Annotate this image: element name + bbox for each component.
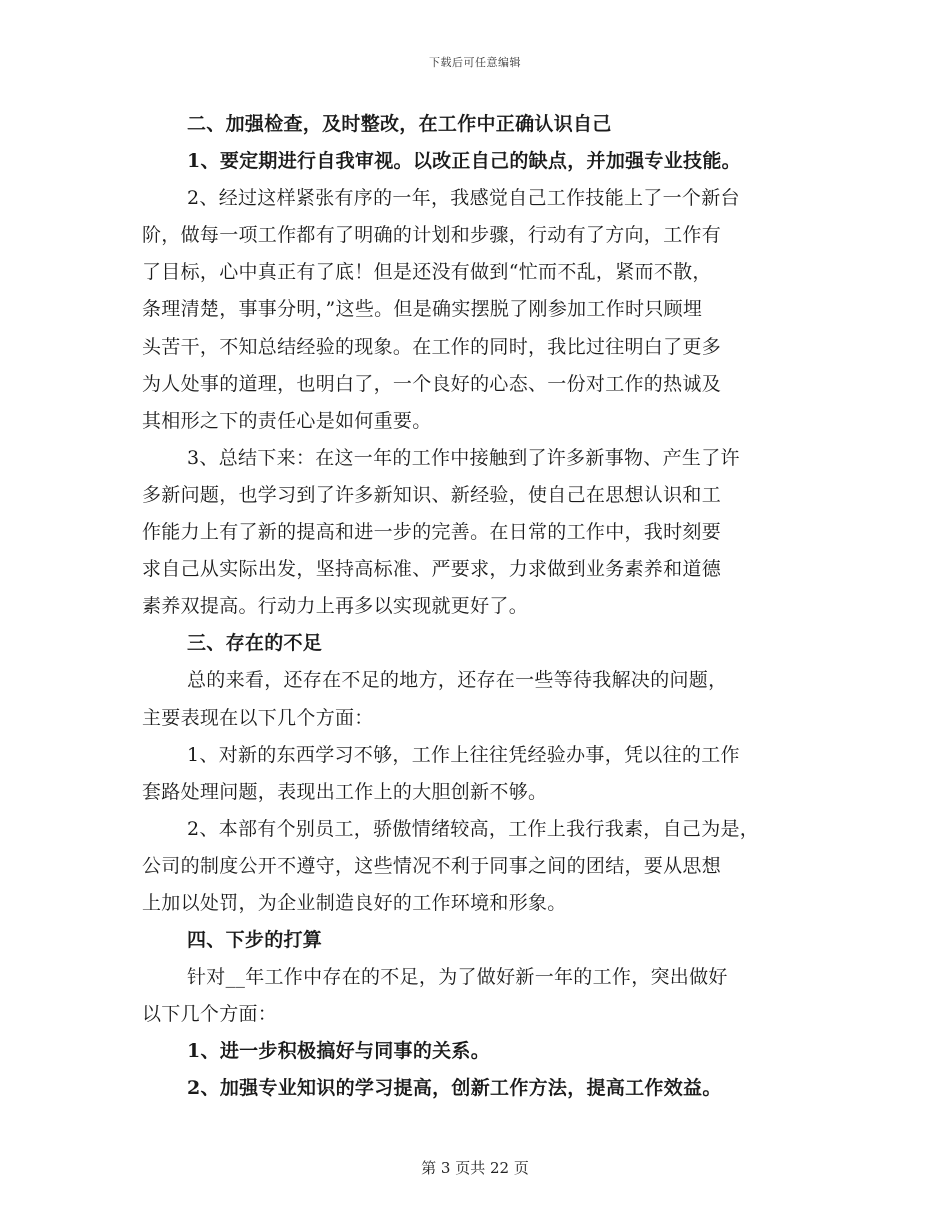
text-line: 多新问题，也学习到了许多新知识、新经验，使自己在思想认识和工 (142, 483, 722, 506)
text-line: 2、经过这样紧张有序的一年，我感觉自己工作技能上了一个新台 (187, 187, 740, 210)
text-line: 总的来看，还存在不足的地方，还存在一些等待我解决的问题， (187, 669, 728, 692)
paragraph-plan-intro (142, 959, 814, 1033)
text-line: 1、要定期进行自我审视。以改正自己的缺点，并加强专业技能。 (187, 150, 741, 173)
bold-item-1 (142, 143, 814, 180)
text-line: 了目标，心中真正有了底！但是还没有做到“忙而不乱，紧而不散， (142, 261, 712, 284)
paragraph-shortcoming-1 (142, 737, 814, 811)
text-line: 作能力上有了新的提高和进一步的完善。在日常的工作中，我时刻要 (142, 521, 722, 544)
bold-plan-item-2 (142, 1070, 814, 1107)
text-line: 阶，做每一项工作都有了明确的计划和步骤，行动有了方向，工作有 (142, 224, 722, 247)
text-line: 2、加强专业知识的学习提高，创新工作方法，提高工作效益。 (187, 1077, 722, 1100)
text-line: 头苦干，不知总结经验的现象。在工作的同时，我比过往明白了更多 (142, 335, 722, 358)
text-line: 二、加强检查，及时整改，在工作中正确认识自己 (187, 113, 612, 135)
text-line: 2、本部有个别员工，骄傲情绪较高，工作上我行我素，自己为是， (187, 817, 760, 840)
text-line: 素养双提高。行动力上再多以实现就更好了。 (142, 595, 529, 618)
text-line: 主要表现在以下几个方面： (142, 706, 374, 729)
text-line: 以下几个方面： (142, 1003, 278, 1026)
text-line: 为人处事的道理，也明白了，一个良好的心态、一份对工作的热诚及 (142, 372, 722, 395)
heading-section-2 (142, 106, 814, 143)
paragraph-2 (142, 180, 814, 440)
text-line: 套路处理问题，表现出工作上的大胆创新不够。 (142, 780, 548, 803)
text-line: 3、总结下来：在这一年的工作中接触到了许多新事物、产生了许 (187, 446, 740, 469)
paragraph-summary (142, 662, 814, 736)
document-body (142, 106, 814, 1108)
heading-section-4 (142, 922, 814, 959)
bold-plan-item-1 (142, 1033, 814, 1070)
text-line: 1、对新的东西学习不够，工作上往往凭经验办事，凭以往的工作 (187, 743, 740, 766)
heading-section-3 (142, 625, 814, 662)
text-line: 上加以处罚，为企业制造良好的工作环境和形象。 (142, 891, 567, 914)
text-line: 四、下步的打算 (187, 929, 323, 952)
text-line: 1、进一步积极搞好与同事的关系。 (187, 1040, 491, 1063)
page-number: 第 3 页共 22 页 (421, 1159, 529, 1177)
text-line: 其相形之下的责任心是如何重要。 (142, 409, 432, 432)
text-line: 三、存在的不足 (187, 632, 323, 655)
paragraph-shortcoming-2 (142, 811, 814, 922)
text-line: 条理清楚，事事分明，”这些。但是确实摆脱了刚参加工作时只顾埋 (142, 298, 703, 321)
text-line: 针对__年工作中存在的不足，为了做好新一年的工作，突出做好 (187, 966, 728, 989)
text-line: 公司的制度公开不遵守，这些情况不利于同事之间的团结，要从思想 (142, 854, 722, 877)
paragraph-3 (142, 440, 814, 625)
page-header: 下载后可任意编辑 (429, 56, 521, 69)
text-line: 求自己从实际出发，坚持高标准、严要求，力求做到业务素养和道德 (142, 558, 722, 581)
